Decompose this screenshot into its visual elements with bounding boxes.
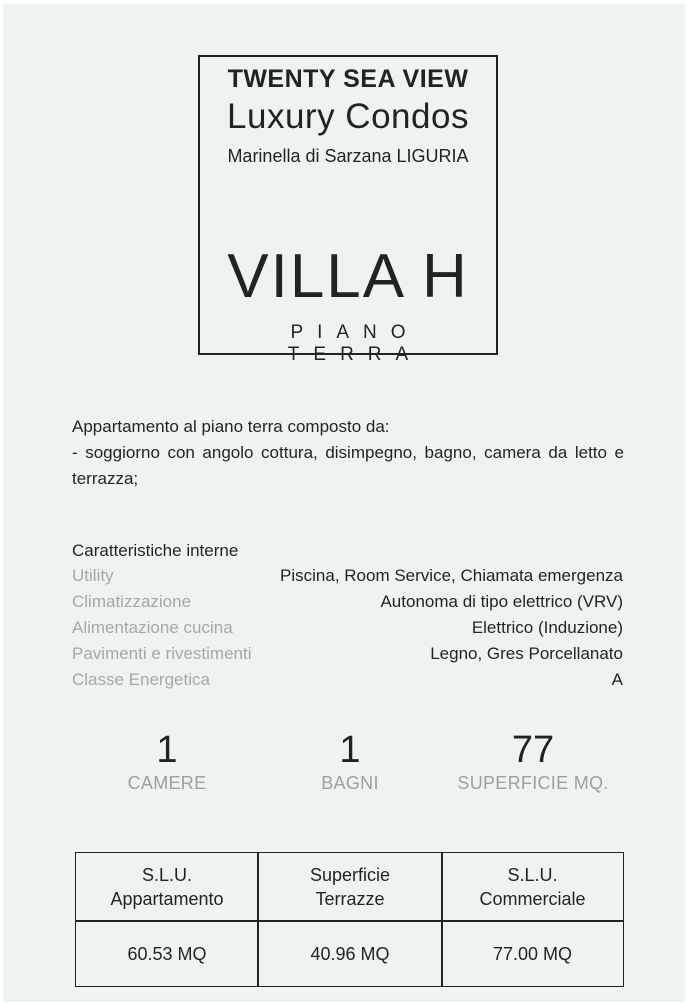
stat-value: 1 bbox=[339, 729, 361, 771]
characteristics-list bbox=[72, 566, 623, 696]
stat-surface bbox=[433, 728, 633, 794]
brand-box bbox=[198, 55, 498, 228]
characteristics-heading: Caratteristiche interne bbox=[72, 541, 239, 560]
stat-label: BAGNI bbox=[321, 773, 379, 793]
characteristic-row bbox=[72, 566, 623, 592]
villa-subtitle: PIANO TERRA bbox=[287, 322, 423, 365]
table-header-cell bbox=[258, 863, 442, 911]
table-header-line: S.L.U. bbox=[141, 865, 193, 885]
table-header-line: S.L.U. bbox=[507, 865, 558, 885]
brand-tagline: Luxury Condos bbox=[227, 97, 469, 136]
villa-box bbox=[198, 226, 498, 365]
characteristic-label: Classe Energetica bbox=[72, 670, 210, 689]
table-header-line: Appartamento bbox=[110, 889, 224, 909]
characteristic-value: Legno, Gres Porcellanato bbox=[430, 644, 623, 663]
characteristic-value: Autonoma di tipo elettrico (VRV) bbox=[380, 592, 623, 611]
table-header-line: Commerciale bbox=[479, 889, 586, 909]
stat-rooms bbox=[67, 728, 267, 794]
table-value-cell: 77.00 MQ bbox=[492, 944, 573, 964]
characteristic-label: Alimentazione cucina bbox=[72, 618, 233, 637]
characteristic-label: Climatizzazione bbox=[72, 592, 192, 611]
characteristic-row bbox=[72, 592, 623, 618]
table-header-line: Superficie bbox=[309, 865, 391, 885]
table-value-cell: 40.96 MQ bbox=[310, 944, 390, 964]
stat-value: 77 bbox=[511, 729, 555, 771]
characteristic-value: Elettrico (Induzione) bbox=[471, 618, 623, 637]
stat-value: 1 bbox=[156, 729, 178, 771]
description bbox=[72, 414, 624, 492]
characteristic-label: Utility bbox=[72, 566, 114, 585]
description-body: - soggiorno con angolo cottura, disimpegno, bagno, camera da letto e terrazza; bbox=[72, 443, 624, 488]
table-header-cell bbox=[442, 863, 623, 911]
characteristic-value: Piscina, Room Service, Chiamata emergenza bbox=[280, 566, 623, 585]
description-intro: Appartamento al piano terra composto da: bbox=[72, 417, 390, 436]
characteristic-row bbox=[72, 644, 623, 670]
stat-label: SUPERFICIE MQ. bbox=[457, 773, 609, 793]
villa-title: VILLA H bbox=[227, 242, 469, 311]
characteristic-row bbox=[72, 618, 623, 644]
table-divider bbox=[76, 920, 623, 922]
characteristic-label: Pavimenti e rivestimenti bbox=[72, 644, 252, 663]
table-header-line: Terrazze bbox=[315, 889, 385, 909]
stat-bathrooms bbox=[250, 728, 450, 794]
characteristic-value: A bbox=[611, 670, 623, 689]
table-value-cell: 60.53 MQ bbox=[127, 944, 207, 964]
characteristic-row bbox=[72, 670, 623, 696]
table-header-cell bbox=[76, 863, 258, 911]
stat-label: CAMERE bbox=[127, 773, 207, 793]
brand-location: Marinella di Sarzana LIGURIA bbox=[227, 146, 469, 166]
surface-table bbox=[75, 852, 624, 987]
brand-name: TWENTY SEA VIEW bbox=[227, 65, 469, 93]
